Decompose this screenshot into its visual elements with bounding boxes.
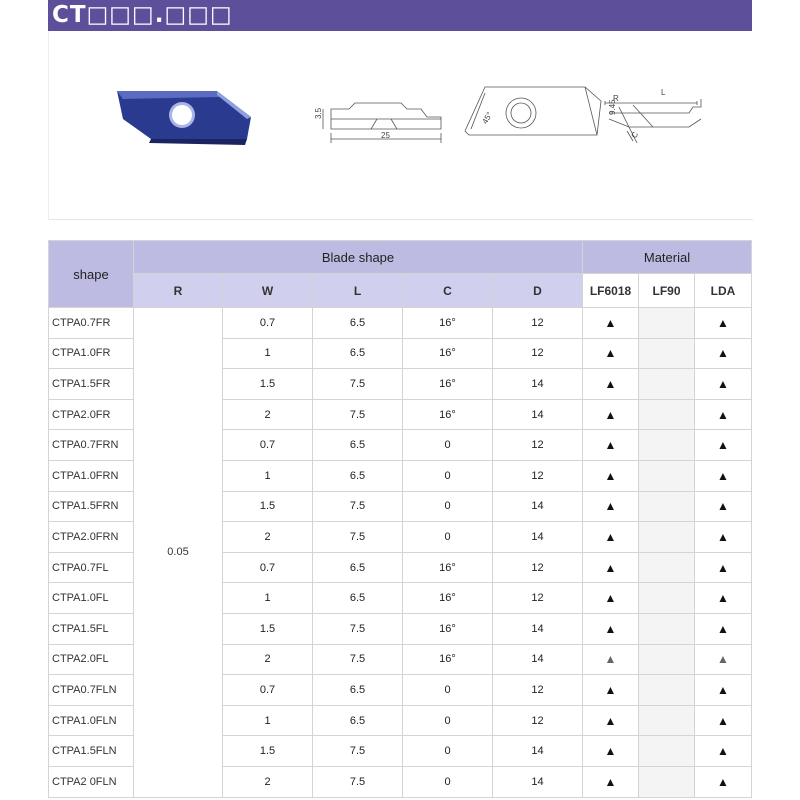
col-lf90-header: LF90 — [639, 274, 695, 308]
lf90-cell — [639, 491, 695, 522]
lf90-cell — [639, 675, 695, 706]
shape-cell: CTPA2.0FL — [49, 644, 134, 675]
shape-cell: CTPA1.0FL — [49, 583, 134, 614]
w-cell: 1 — [223, 338, 313, 369]
header-bar — [48, 0, 752, 31]
lf6018-mark: ▲ — [583, 369, 639, 400]
w-cell: 2 — [223, 644, 313, 675]
lf6018-mark: ▲ — [583, 338, 639, 369]
l-cell: 6.5 — [313, 583, 403, 614]
w-cell: 1 — [223, 583, 313, 614]
shape-cell: CTPA0.7FLN — [49, 675, 134, 706]
l-cell: 7.5 — [313, 399, 403, 430]
lf90-cell — [639, 338, 695, 369]
lda-mark: ▲ — [695, 644, 752, 675]
w-cell: 2 — [223, 399, 313, 430]
lf6018-mark: ▲ — [583, 308, 639, 339]
col-d-header: D — [493, 274, 583, 308]
d-cell: 12 — [493, 675, 583, 706]
w-cell: 1.5 — [223, 736, 313, 767]
d-cell: 14 — [493, 491, 583, 522]
lf6018-mark: ▲ — [583, 399, 639, 430]
c-cell: 0 — [403, 460, 493, 491]
lf90-cell — [639, 460, 695, 491]
c-cell: 0 — [403, 766, 493, 797]
l-cell: 6.5 — [313, 552, 403, 583]
r-value-cell: 0.05 — [134, 308, 223, 798]
c-cell: 16° — [403, 369, 493, 400]
l-label: L — [661, 88, 666, 97]
c-cell: 16° — [403, 308, 493, 339]
angle-label: 45° — [480, 110, 495, 126]
col-r-header: R — [134, 274, 223, 308]
shape-cell: CTPA1.0FR — [49, 338, 134, 369]
lf90-cell — [639, 583, 695, 614]
l-cell: 7.5 — [313, 613, 403, 644]
lf6018-mark: ▲ — [583, 583, 639, 614]
lf90-cell — [639, 369, 695, 400]
shape-cell: CTPA2.0FR — [49, 399, 134, 430]
w-cell: 1.5 — [223, 491, 313, 522]
w-cell: 1 — [223, 460, 313, 491]
shape-cell: CTPA2 0FLN — [49, 766, 134, 797]
height-label: 9.45 — [608, 99, 617, 115]
lda-mark: ▲ — [695, 399, 752, 430]
lf90-cell — [639, 522, 695, 553]
d-cell: 12 — [493, 338, 583, 369]
w-cell: 0.7 — [223, 552, 313, 583]
shape-cell: CTPA1.5FR — [49, 369, 134, 400]
col-c-header: C — [403, 274, 493, 308]
w-cell: 1 — [223, 705, 313, 736]
l-cell: 7.5 — [313, 736, 403, 767]
lf6018-mark: ▲ — [583, 736, 639, 767]
lda-mark: ▲ — [695, 705, 752, 736]
lda-mark: ▲ — [695, 583, 752, 614]
c-cell: 16° — [403, 583, 493, 614]
l-cell: 7.5 — [313, 491, 403, 522]
c-cell: 16° — [403, 613, 493, 644]
c-cell: 16° — [403, 552, 493, 583]
l-cell: 7.5 — [313, 644, 403, 675]
c-cell: 0 — [403, 491, 493, 522]
col-lda-header: LDA — [695, 274, 752, 308]
l-cell: 6.5 — [313, 308, 403, 339]
lf90-cell — [639, 705, 695, 736]
c-cell: 16° — [403, 644, 493, 675]
shape-header: shape — [49, 241, 134, 308]
w-cell: 0.7 — [223, 308, 313, 339]
d-cell: 14 — [493, 736, 583, 767]
lf6018-mark: ▲ — [583, 766, 639, 797]
lf90-cell — [639, 644, 695, 675]
thickness-label: 3.5 — [314, 107, 323, 119]
l-cell: 7.5 — [313, 522, 403, 553]
l-cell: 6.5 — [313, 430, 403, 461]
shape-cell: CTPA0.7FR — [49, 308, 134, 339]
detail-drawing — [605, 99, 701, 143]
d-cell: 14 — [493, 399, 583, 430]
col-w-header: W — [223, 274, 313, 308]
table-row — [49, 308, 752, 339]
product-drawings — [49, 31, 753, 219]
lf6018-mark: ▲ — [583, 552, 639, 583]
lf90-cell — [639, 308, 695, 339]
d-cell: 12 — [493, 583, 583, 614]
blade-shape-header: Blade shape — [134, 241, 583, 274]
c-cell: 0 — [403, 675, 493, 706]
shape-cell: CTPA1.5FL — [49, 613, 134, 644]
w-cell: 1.5 — [223, 613, 313, 644]
w-cell: 2 — [223, 766, 313, 797]
lf6018-mark: ▲ — [583, 675, 639, 706]
l-cell: 6.5 — [313, 675, 403, 706]
lda-mark: ▲ — [695, 522, 752, 553]
lf90-cell — [639, 399, 695, 430]
lda-mark: ▲ — [695, 369, 752, 400]
w-cell: 1.5 — [223, 369, 313, 400]
d-cell: 14 — [493, 766, 583, 797]
l-cell: 7.5 — [313, 766, 403, 797]
lf6018-mark: ▲ — [583, 705, 639, 736]
shape-cell: CTPA1.5FLN — [49, 736, 134, 767]
lda-mark: ▲ — [695, 338, 752, 369]
w-cell: 0.7 — [223, 430, 313, 461]
c-cell: 0 — [403, 522, 493, 553]
l-cell: 6.5 — [313, 338, 403, 369]
c-label: C — [629, 130, 641, 140]
shape-cell: CTPA1.0FRN — [49, 460, 134, 491]
spec-table-body — [49, 308, 752, 798]
lf6018-mark: ▲ — [583, 430, 639, 461]
d-cell: 12 — [493, 552, 583, 583]
lda-mark: ▲ — [695, 460, 752, 491]
d-cell: 12 — [493, 308, 583, 339]
l-cell: 7.5 — [313, 369, 403, 400]
lf90-cell — [639, 552, 695, 583]
c-cell: 0 — [403, 705, 493, 736]
shape-cell: CTPA1.0FLN — [49, 705, 134, 736]
length-label: 25 — [381, 131, 390, 140]
material-header: Material — [583, 241, 752, 274]
shape-cell: CTPA0.7FRN — [49, 430, 134, 461]
lda-mark: ▲ — [695, 430, 752, 461]
lf6018-mark: ▲ — [583, 460, 639, 491]
shape-cell: CTPA2.0FRN — [49, 522, 134, 553]
shape-cell: CTPA1.5FRN — [49, 491, 134, 522]
lf6018-mark: ▲ — [583, 613, 639, 644]
lf90-cell — [639, 613, 695, 644]
shape-cell: CTPA0.7FL — [49, 552, 134, 583]
d-cell: 14 — [493, 644, 583, 675]
insert-photo — [117, 91, 251, 145]
w-cell: 0.7 — [223, 675, 313, 706]
lda-mark: ▲ — [695, 552, 752, 583]
col-lf6018-header: LF6018 — [583, 274, 639, 308]
radius-label: R — [613, 94, 619, 103]
d-cell: 12 — [493, 430, 583, 461]
col-l-header: L — [313, 274, 403, 308]
lf6018-mark: ▲ — [583, 522, 639, 553]
d-cell: 12 — [493, 460, 583, 491]
lf90-cell — [639, 736, 695, 767]
lda-mark: ▲ — [695, 308, 752, 339]
lf90-cell — [639, 430, 695, 461]
c-cell: 0 — [403, 736, 493, 767]
d-cell: 14 — [493, 522, 583, 553]
lda-mark: ▲ — [695, 491, 752, 522]
page-title: CT□□□.□□□ — [52, 2, 233, 28]
lda-mark: ▲ — [695, 613, 752, 644]
c-cell: 0 — [403, 430, 493, 461]
d-cell: 14 — [493, 613, 583, 644]
c-cell: 16° — [403, 399, 493, 430]
lf6018-mark: ▲ — [583, 644, 639, 675]
lf6018-mark: ▲ — [583, 491, 639, 522]
d-cell: 12 — [493, 705, 583, 736]
l-cell: 6.5 — [313, 705, 403, 736]
lf90-cell — [639, 766, 695, 797]
w-cell: 2 — [223, 522, 313, 553]
c-cell: 16° — [403, 338, 493, 369]
lda-mark: ▲ — [695, 736, 752, 767]
product-image-panel — [48, 31, 753, 220]
lda-mark: ▲ — [695, 675, 752, 706]
d-cell: 14 — [493, 369, 583, 400]
l-cell: 6.5 — [313, 460, 403, 491]
lda-mark: ▲ — [695, 766, 752, 797]
spec-table — [48, 240, 752, 798]
